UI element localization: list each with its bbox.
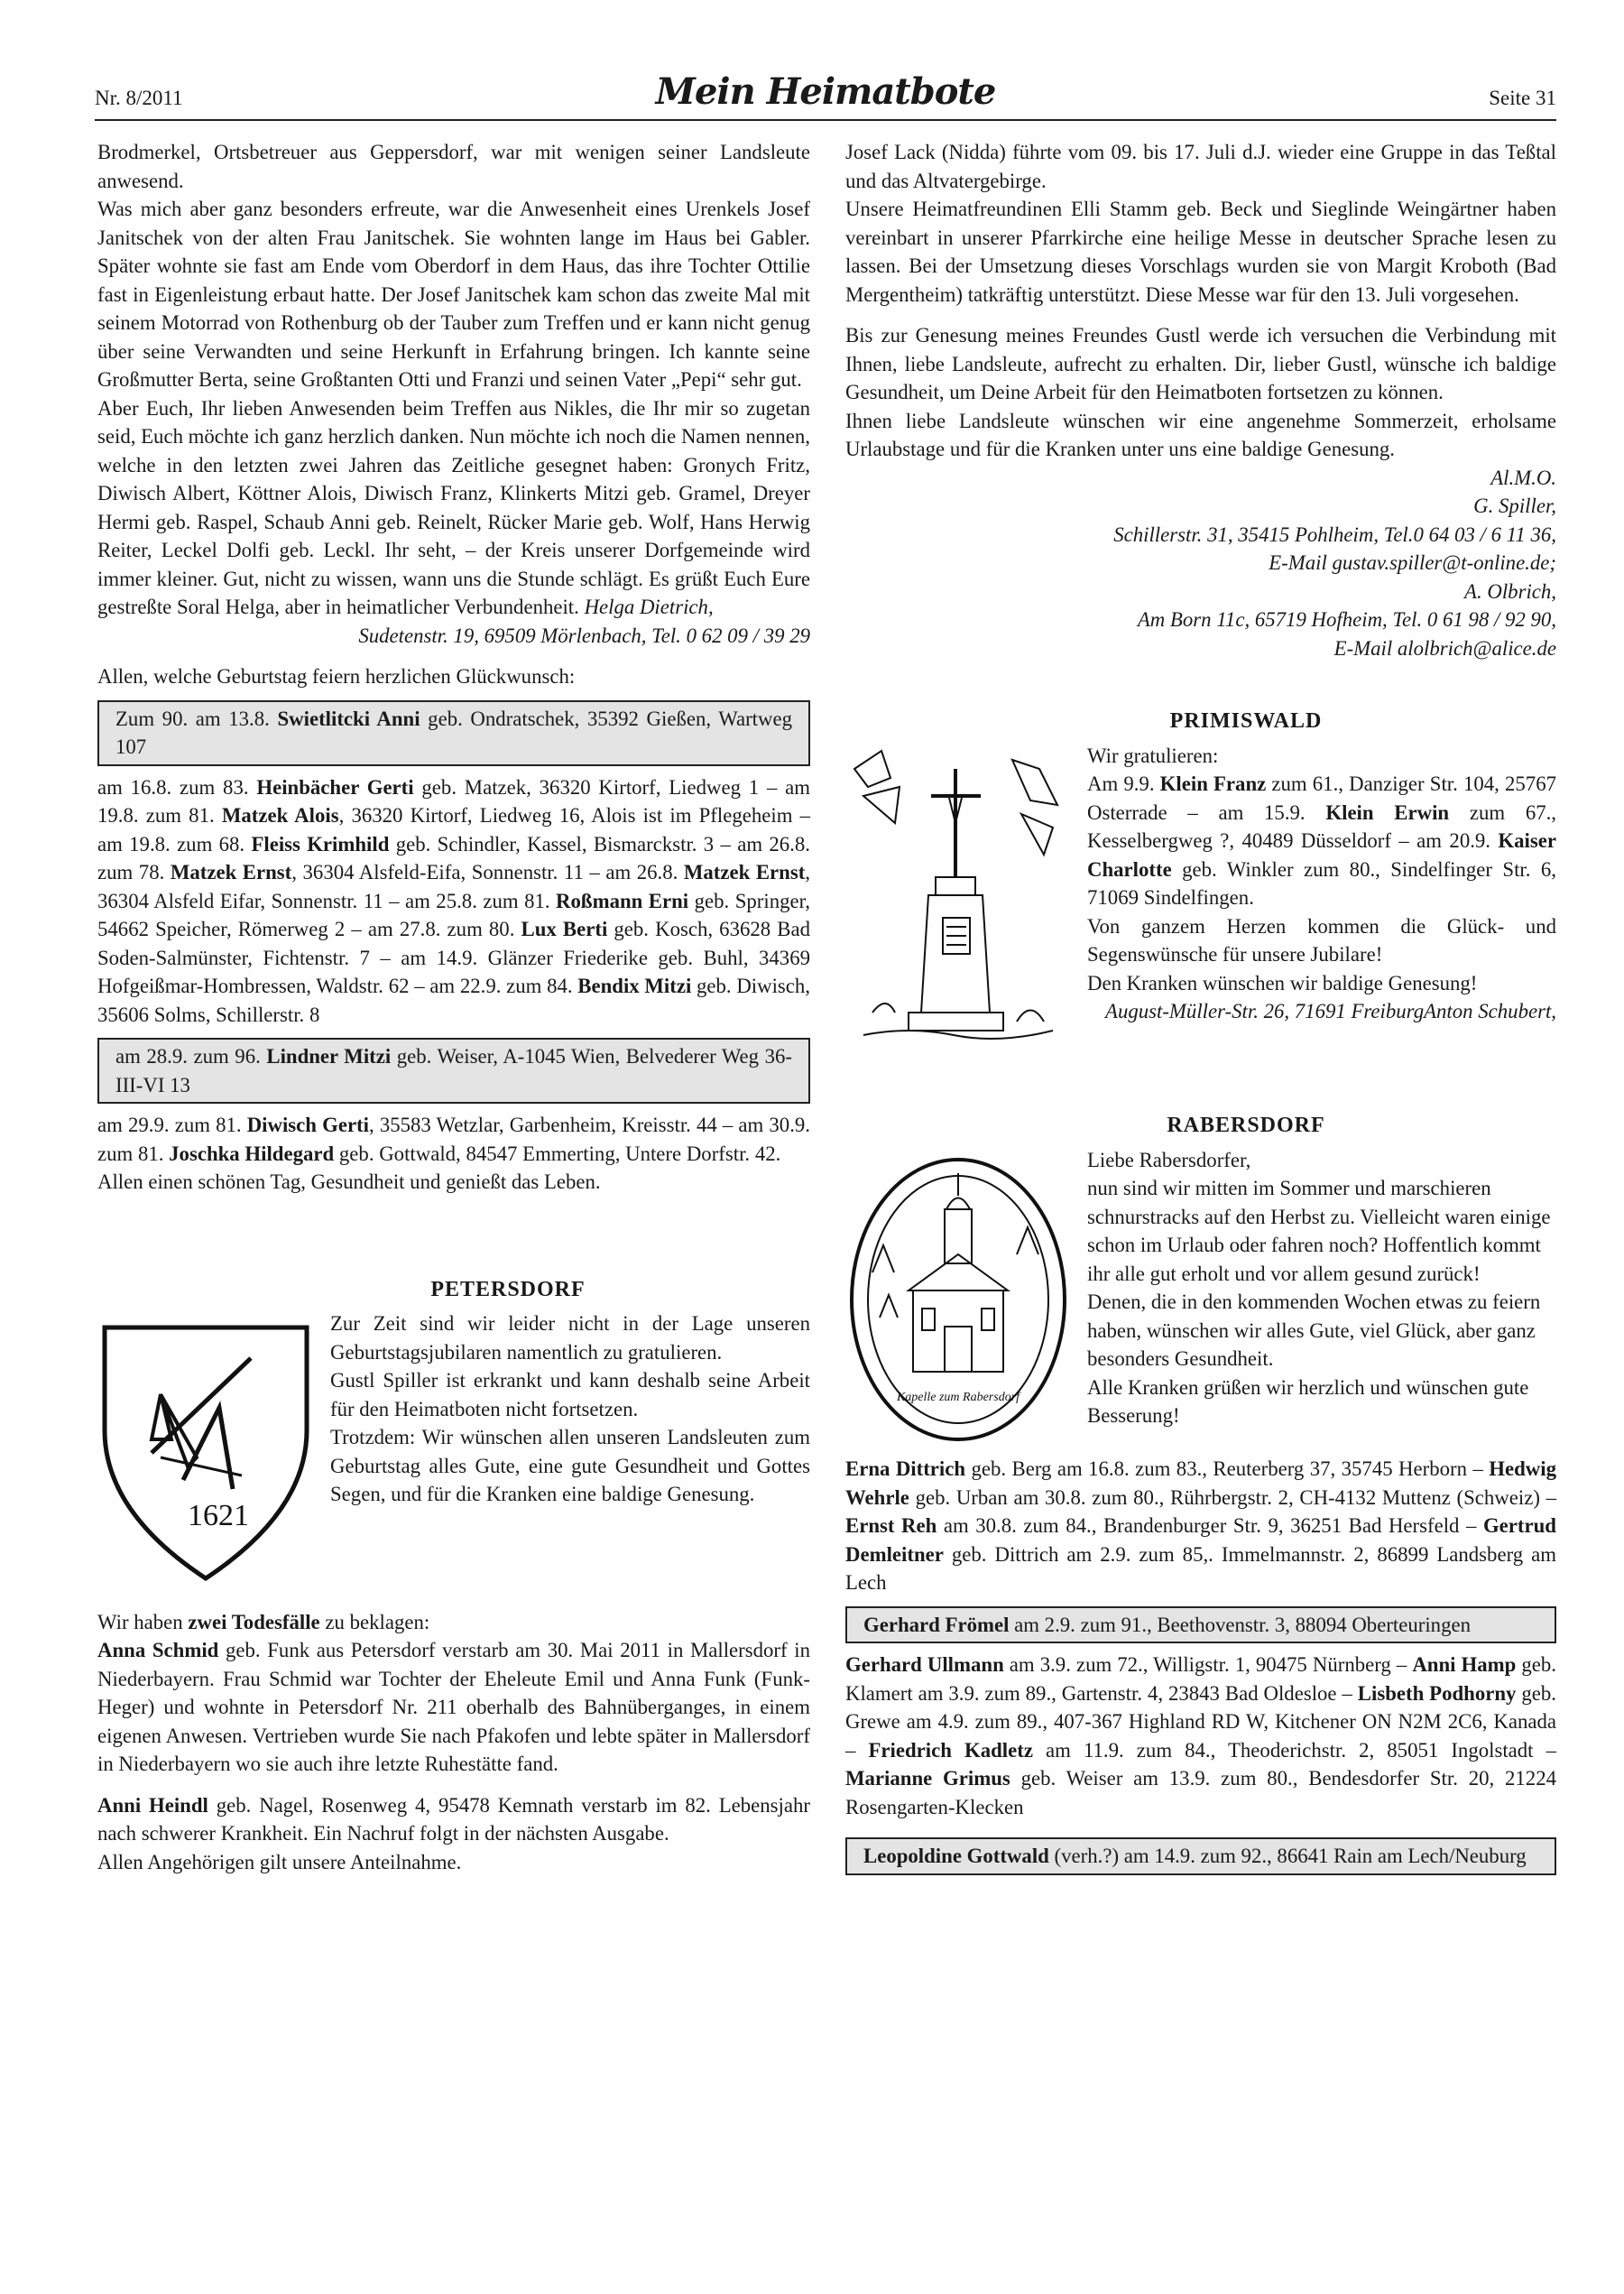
birthday-list: am 29.9. zum 81. Diwisch Gerti, 35583 Wetzlar, Garbenheim, Kreisstr. 44 – am 30.9. zum 81. Joschka Hildegard geb. Gottwald, 84547 Emmerting, Untere Dorfstr. 42.	[97, 1114, 811, 1165]
paragraph: Unsere Heimatfreundinen Elli Stamm geb. Beck und Sieglinde Weingärtner haben vereinbart in unserer Pfarrkirche eine heilige Messe in deutscher Sprache lesen zu lassen. Bei der Umsetzung dieses Vorschlags wurden sie von Margit Kroboth (Bad Mergentheim) tatkräftig unterstützt. Diese Messe war für den 13. Juli vorgesehen.	[845, 198, 1556, 306]
signature-address: Am Born 11c, 65719 Hofheim, Tel. 0 61 98 / 92 90,	[1137, 608, 1556, 631]
person-name: Erna Dittrich	[845, 1457, 966, 1480]
obituary: Anni Heindl geb. Nagel, Rosenweg 4, 95478 Kemnath verstarb im 82. Lebensjahr nach schwerer Krankheit. Ein Nachruf folgt in der nächsten Ausgabe.	[97, 1793, 811, 1845]
signature-name: G. Spiller,	[1473, 495, 1556, 517]
paragraph: Alle Kranken grüßen wir herzlich und wünschen gute Besserung!	[1087, 1375, 1529, 1427]
paragraph: Ihnen liebe Landsleute wünschen wir eine angenehme Sommerzeit, erholsame Urlaubstage und für die Kranken unter uns eine baldige Genesung.	[845, 409, 1556, 460]
masthead-title: Mein Heimatbote	[655, 70, 996, 113]
person-name: Anni Hamp	[1412, 1653, 1517, 1676]
greeting: Liebe Rabersdorfer,	[1087, 1148, 1251, 1171]
crest-year: 1621	[188, 1499, 249, 1532]
paragraph: Von ganzem Herzen kommen die Glück- und Segenswünsche für unsere Jubilare!	[1087, 914, 1556, 966]
birthday-list: Gerhard Ullmann am 3.9. zum 72., Willigstr. 1, 90475 Nürnberg – Anni Hamp geb. Klamert am 3.9. zum 89., Gartenstr. 4, 23843 Bad Oldesloe – Lisbeth Podhorny geb. Grewe am 4.9. zum 89., 407-367 Highland RD W, Kitchener ON N2M 2C6, Kanada – Friedrich Kadletz am 11.9. zum 84., Theoderichstr. 2, 85051 Ingolstadt – Marianne Grimus geb. Weiser am 13.9. zum 80., Bendesdorfer Str. 20, 21224 Rosengarten-Klecken	[845, 1653, 1556, 1818]
person-name: Hedwig Wehrle	[845, 1457, 1556, 1509]
section-title-rabersdorf: RABERSDORF	[1167, 1114, 1325, 1137]
person-name: Marianne Grimus	[845, 1767, 1010, 1790]
highlight-box: Leopoldine Gottwald (verh.?) am 14.9. zum 92., 86641 Rain am Lech/Neuburg	[845, 1837, 1556, 1875]
section-title-primiswald: PRIMISWALD	[1169, 709, 1323, 733]
cross-icon	[845, 742, 1071, 1049]
person-name: Gerhard Ullmann	[845, 1653, 1004, 1676]
person-name: Kaiser Charlotte	[1087, 829, 1556, 881]
chapel-illustration	[845, 1155, 1071, 1452]
paragraph: Bis zur Genesung meines Freundes Gustl werde ich versuchen die Verbindung mit Ihnen, liebe Landsleute, aufrecht zu erhalten. Dir, lieber Gustl, wünsche ich baldige Gesundheit, um Deine Arbeit für den Heimatboten fortsetzen zu können.	[845, 324, 1556, 403]
petersdorf-crest	[97, 1322, 314, 1592]
paragraph: Gustl Spiller ist erkrankt und kann deshalb seine Arbeit für den Heimatboten nicht fortsetzen.	[330, 1369, 810, 1420]
signature-address: August-Müller-Str. 26, 71691 Freiburg	[1105, 1000, 1425, 1022]
page-number: Seite 31	[1489, 87, 1556, 109]
paragraph: Brodmerkel, Ortsbetreuer aus Geppersdorf, war mit wenigen seiner Landsleute anwesend.	[97, 141, 810, 192]
person-name: Lisbeth Podhorny	[1357, 1681, 1517, 1705]
right-column	[845, 138, 1556, 1882]
crest-icon	[97, 1322, 314, 1584]
signature-name: A. Olbrich,	[1464, 579, 1556, 603]
greeting: Wir gratulieren:	[1087, 744, 1219, 767]
person-name: Heinbächer Gerti	[256, 775, 414, 799]
person-name: Klein Erwin	[1325, 800, 1450, 824]
person-name: Matzek Ernst	[683, 861, 806, 883]
person-name: Fleiss Krimhild	[251, 832, 390, 856]
birthday-list: am 16.8. zum 83. Heinbächer Gerti geb. Matzek, 36320 Kirtorf, Liedweg 1 – am 19.8. zum 81. Matzek Alois, 36320 Kirtorf, Liedweg 16, Alois ist im Pflegeheim – am 19.8. zum 68. Fleiss Krimhild geb. Schindler, Kassel, Bismarckstr. 3 – am 26.8. zum 78. Matzek Ernst, 36304 Alsfeld-Eifa, Sonnenstr. 11 – am 26.8. Matzek Ernst, 36304 Alsfeld Eifar, Sonnenstr. 11 – am 25.8. zum 81. Roßmann Erni geb. Springer, 54662 Speicher, Römerweg 2 – am 27.8. zum 80. Lux Berti geb. Kosch, 63628 Bad Soden-Salmünster, Fichtenstr. 7 – am 14.9. Glänzer Friederike geb. Buhl, 34369 Hofgeißmar-Hombressen, Waldstr. 62 – am 22.9. zum 84. Bendix Mitzi geb. Diwisch, 35606 Solms, Schillerstr. 8	[97, 775, 811, 1026]
paragraph: Aber Euch, Ihr lieben Anwesenden beim Treffen aus Nikles, die Ihr mir so zugetan seid, Euch möchte ich ganz herzlich danken. Nun möchte ich noch die Namen nennen, welche in den letzten zwei Jahren das Zeitliche gesegnet haben: Gronych Fritz, Diwisch Albert, Köttner Alois, Diwisch Franz, Klinkerts Mitzi geb. Gramel, Dreyer Hermi geb. Raspel, Schaub Anni geb. Reinelt, Rücker Marie geb. Wolf, Hans Herwig Reiter, Leckel Dolfi geb. Leckl. Ihr seht, – der Kreis unserer Dorfgemeinde wird immer kleiner. Gut, nicht zu wissen, wann uns die Stunde schlägt. Es grüßt Euch Eure gestreßte Soral Helga, aber in heimatlicher Verbundenheit. Helga Dietrich,	[97, 396, 811, 618]
highlight-box: am 28.9. zum 96. Lindner Mitzi geb. Weiser, A-1045 Wien, Belvederer Weg 36-III-VI 13	[97, 1038, 810, 1104]
person-name: Lux Berti	[521, 918, 608, 940]
person-name: Gertrud Demleitner	[845, 1514, 1556, 1566]
signature-name: Anton Schubert,	[1424, 1000, 1556, 1022]
highlight-box: Zum 90. am 13.8. Swietlitcki Anni geb. Ondratschek, 35392 Gießen, Wartweg 107	[97, 700, 810, 766]
person-name: Klein Franz	[1159, 772, 1267, 795]
paragraph: Allen Angehörigen gilt unsere Anteilnahme.	[97, 1850, 462, 1873]
person-name: Friedrich Kadletz	[868, 1738, 1033, 1762]
person-name: Matzek Ernst	[170, 861, 292, 883]
person-name: Bendix Mitzi	[577, 975, 692, 997]
person-name: Ernst Reh	[845, 1514, 937, 1537]
paragraph: Josef Lack (Nidda) führte vom 09. bis 17. Juli d.J. wieder eine Gruppe in das Teßtal und das Altvatergebirge.	[845, 141, 1556, 192]
birthday-list: Am 9.9. Klein Franz zum 61., Danziger Str. 104, 25767 Osterrade – am 15.9. Klein Erwin zum 67., Kesselbergweg ?, 40489 Düsseldorf – am 20.9. Kaiser Charlotte geb. Winkler zum 80., Sindelfinger Str. 6, 71069 Sindelfingen.	[1087, 772, 1557, 909]
paragraph: Was mich aber ganz besonders erfreute, war die Anwesenheit eines Urenkels Josef Janitschek von der alten Frau Janitschek. Sie wohnten lange im Haus bei Gabler. Später wohnte sie fast am Ende vom Oberdorf in dem Haus, das ihre Tochter Ottilie fast in Eigenleistung erbaut hatte. Der Josef Janitschek kam schon das zweite Mal mit seinem Motorrad von Rothenburg ob der Tauber zum Treffen und er kann nicht genug über seine Verwandten und seine Herkunft in Erfahrung bringen. Ich kannte seine Großmutter Berta, seine Großtanten Otti und Franzi und seinen Vater „Pepi“ sehr gut.	[97, 198, 810, 391]
signature-address: Sudetenstr. 19, 69509 Mörlenbach, Tel. 0 62 09 / 39 29	[358, 624, 810, 647]
wayside-cross-illustration	[845, 742, 1071, 1057]
paragraph: Zur Zeit sind wir leider nicht in der Lage unseren Geburtstagsjubilaren namentlich zu gratulieren.	[330, 1312, 810, 1364]
issue-number: Nr. 8/2011	[95, 87, 183, 109]
paragraph: nun sind wir mitten im Sommer und marschieren schnurstracks auf den Herbst zu. Vielleicht waren einige schon im Urlaub oder fahren noch? Hoffentlich kommt ihr alle gut erholt und vor allem gesund zurück!	[1087, 1177, 1551, 1285]
section-title-petersdorf: PETERSDORF	[430, 1277, 586, 1301]
person-name: Matzek Alois	[221, 804, 339, 827]
birthday-list: Erna Dittrich geb. Berg am 16.8. zum 83., Reuterberg 37, 35745 Herborn – Hedwig Wehrle geb. Urban am 30.8. zum 80., Rührbergstr. 2, CH-4132 Muttenz (Schweiz) – Ernst Reh am 30.8. zum 84., Brandenburger Str. 9, 36251 Bad Hersfeld – Gertrud Demleitner geb. Dittrich am 2.9. zum 85,. Immelmannstr. 2, 86899 Landsberg am Lech	[845, 1457, 1556, 1594]
signature-email: E-Mail alolbrich@alice.de	[1333, 636, 1556, 660]
birthday-intro: Allen, welche Geburtstag feiern herzlichen Glückwunsch:	[97, 665, 576, 688]
signature-address: Schillerstr. 31, 35415 Pohlheim, Tel.0 64 03 / 6 11 36,	[1113, 523, 1556, 546]
page-header	[95, 72, 1556, 121]
chapel-icon	[845, 1155, 1071, 1444]
left-column	[97, 138, 810, 1876]
signature-initials: Al.M.O.	[1490, 466, 1556, 489]
birthday-closing: Allen einen schönen Tag, Gesundheit und genießt das Leben.	[97, 1170, 601, 1193]
highlight-box: Gerhard Frömel am 2.9. zum 91., Beethovenstr. 3, 88094 Oberteuringen	[845, 1606, 1556, 1644]
signature-email: E-Mail gustav.spiller@t-online.de;	[1269, 551, 1556, 574]
obituary: Anna Schmid geb. Funk aus Petersdorf verstarb am 30. Mai 2011 in Mallersdorf in Niederbayern. Frau Schmid war Tochter der Eheleute Emil und Anna Funk (Funk-Heger) und wohnte in Petersdorf Nr. 211 oberhalb des Bahnüberganges, in einem eigenen Anwesen. Vertrieben wurde Sie nach Pfakofen und lebte später in Mallersdorf in Niederbayern wo sie auch ihre letzte Ruhestätte fand.	[97, 1639, 810, 1775]
person-name: Roßmann Erni	[556, 889, 689, 912]
signature-name: Helga Dietrich,	[584, 596, 714, 618]
paragraph: Wir haben zwei Todesfälle zu beklagen:	[97, 1610, 430, 1633]
paragraph: Trotzdem: Wir wünschen allen unseren Landsleuten zum Geburtstag alles Gute, eine gute Gesundheit und Gottes Segen, und für die Kranken eine baldige Genesung.	[330, 1426, 810, 1505]
paragraph: Denen, die in den kommenden Wochen etwas zu feiern haben, wünschen wir alles Gute, viel Glück, aber ganz besonders Gesundheit.	[1087, 1290, 1541, 1370]
chapel-caption: Kapelle zum Rabersdorf	[896, 1390, 1020, 1404]
paragraph: Den Kranken wünschen wir baldige Genesung! Anton Schubert,	[845, 969, 1556, 998]
